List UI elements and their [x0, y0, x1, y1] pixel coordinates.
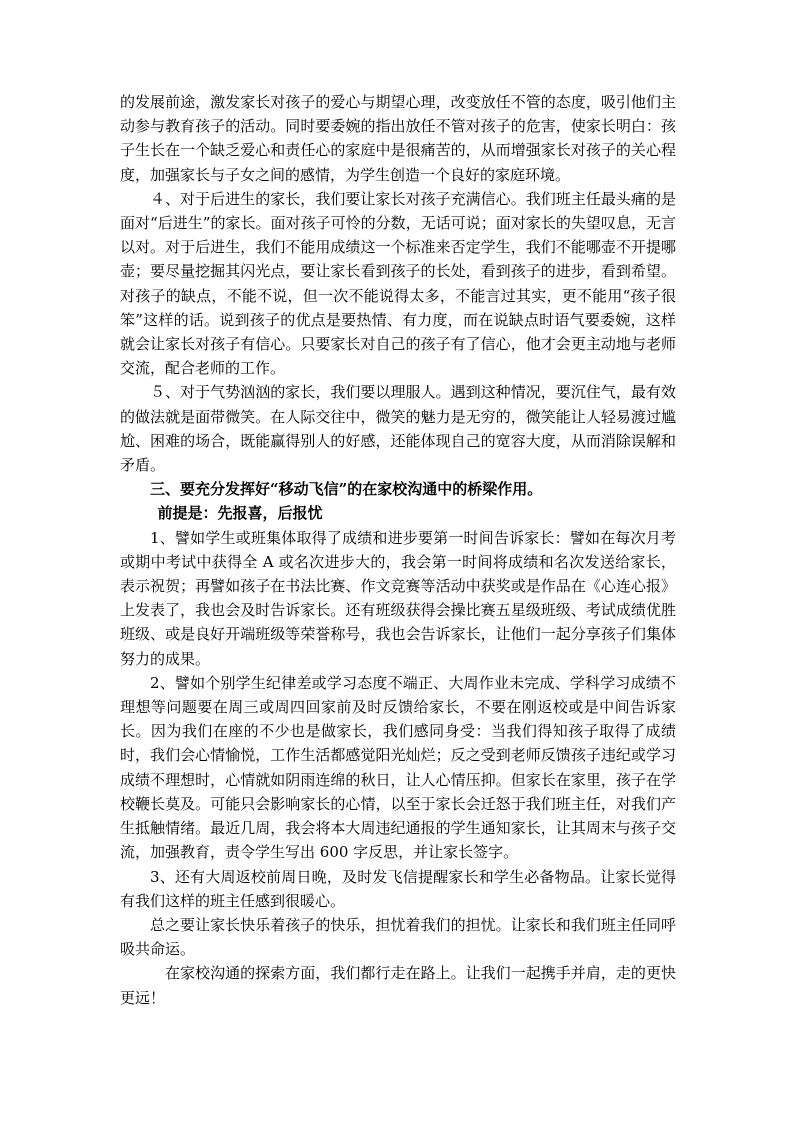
- paragraph-item-1-good-news: 1、譬如学生或班集体取得了成绩和进步要第一时间告诉家长：譬如在每次月考或期中考试中获得全 A 或名次进步大的，我会第一时间将成绩和名次发送给家长，表示祝贺；再譬如孩子在书法比赛、作文竞赛等活动中获奖或是作品在《心连心报》上发表了，我也会及时告诉家长。还有班级获得会操比赛五星级班级、考试成绩优胜班级、或是良好开端班级等荣誉称号，我也会告诉家长，让他们一起分享孩子们集体努力的成果。: [120, 528, 676, 668]
- document-page: [120, 90, 676, 1010]
- paragraph-summary: 总之要让家长快乐着孩子的快乐，担忧着我们的担忧。让家长和我们班主任同呼吸共命运。: [120, 915, 676, 959]
- paragraph-point-5-aggressive-parents: ５、对于气势汹汹的家长，我们要以理服人。遇到这种情况，要沉住气，最有效的做法就是面带微笑。在人际交往中，微笑的魅力是无穷的，微笑能让人轻易渡过尴尬、困难的场合，既能赢得别人的好感，还能体现自己的宽容大度，从而消除误解和矛盾。: [120, 383, 676, 475]
- section-heading-three: 三、要充分发挥好“移动飞信”的在家校沟通中的桥梁作用。: [150, 480, 543, 499]
- paragraph-conclusion: 在家校沟通的探索方面，我们都行走在路上。让我们一起携手并肩，走的更快更远！: [120, 964, 676, 1007]
- paragraph-parent-development: 的发展前途，激发家长对孩子的爱心与期望心理，改变放任不管的态度，吸引他们主动参与教育孩子的活动。同时要委婉的指出放任不管对孩子的危害，使家长明白：孩子生长在一个缺乏爱心和责任心的家庭中是很痛苦的，从而增强家长对孩子的关心程度，加强家长与子女之间的感情，为学生创造一个良好的家庭环境。: [120, 93, 676, 184]
- paragraph-item-2-bad-news: 2、譬如个别学生纪律差或学习态度不端正、大周作业未完成、学科学习成绩不理想等问题要在周三或周四回家前及时反馈给家长，不要在刚返校或是中间告诉家长。因为我们在座的不少也是做家长，我们感同身受：当我们得知孩子取得了成绩时，我们会心情愉悦，工作生活都感觉阳光灿烂；反之受到老师反馈孩子违纪或学习成绩不理想时，心情就如阴雨连绵的秋日，让人心情压抑。但家长在家里，孩子在学校鞭长莫及。可能只会影响家长的心情，以至于家长会迁怒于我们班主任，对我们产生抵触情绪。最近几周，我会将本大周违纪通报的学生通知家长，让其周末与孩子交流，加强教育，责令学生写出 600 字反思，并让家长签字。: [120, 673, 676, 862]
- paragraph-item-3-reminders: 3、还有大周返校前周日晚，及时发飞信提醒家长和学生必备物品。让家长觉得有我们这样的班主任感到很暖心。: [120, 867, 676, 910]
- section-subheading-premise: 前提是：先报喜，后报忧: [157, 504, 323, 523]
- paragraph-point-4-struggling-students: ４、对于后进生的家长，我们要让家长对孩子充满信心。我们班主任最头痛的是面对“后进生”的家长。面对孩子可怜的分数，无话可说；面对家长的失望叹息，无言以对。对于后进生，我们不能用成绩这一个标准来否定学生，我们不能哪壶不开提哪壶；要尽量挖掘其闪光点，要让家长看到孩子的长处，看到孩子的进步，看到希望。对孩子的缺点，不能不说，但一次不能说得太多，不能言过其实，更不能用“孩子很笨”这样的话。说到孩子的优点是要热情、有力度，而在说缺点时语气要委婉，这样就会让家长对孩子有信心。只要家长对自己的孩子有了信心，他才会更主动地与老师交流，配合老师的工作。: [120, 189, 676, 378]
